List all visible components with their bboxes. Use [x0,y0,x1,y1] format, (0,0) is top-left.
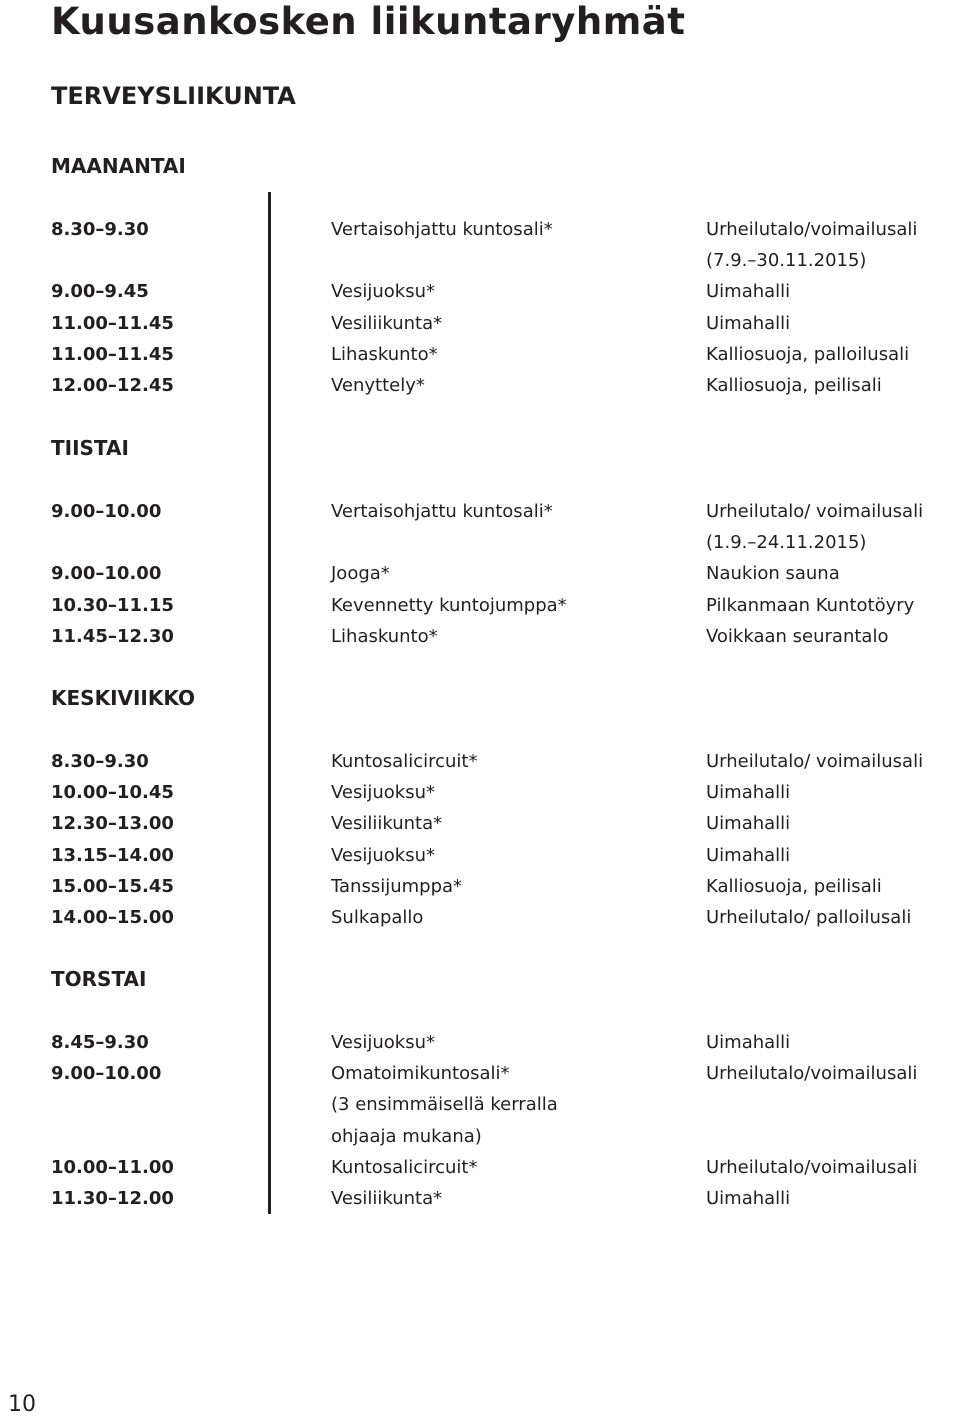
activity-cell: Venyttely* [331,375,425,396]
schedule-row [0,1121,960,1152]
time-cell: 9.00–9.45 [51,281,149,302]
time-cell: 10.00–11.00 [51,1157,174,1178]
place-cell: Uimahalli [706,845,791,866]
activity-cell: Vesiliikunta* [331,1188,443,1209]
schedule-row [0,1027,960,1058]
activity-cell: ohjaaja mukana) [331,1126,482,1147]
activity-cell: Sulkapallo [331,907,424,928]
activity-cell: (3 ensimmäisellä kerralla [331,1094,558,1115]
place-cell: Uimahalli [706,813,791,834]
place-cell: Urheilutalo/ palloilusali [706,907,912,928]
schedule-row [0,808,960,839]
schedule-row [0,902,960,933]
activity-cell: Vesijuoksu* [331,845,436,866]
schedule-row [0,590,960,621]
schedule-row [0,527,960,558]
activity-cell: Vesijuoksu* [331,1032,436,1053]
schedule-row [0,840,960,871]
place-cell: Kalliosuoja, palloilusali [706,344,910,365]
time-cell: 8.30–9.30 [51,751,149,772]
day-heading: TIISTAI [51,436,129,460]
schedule-row [0,496,960,527]
time-cell: 9.00–10.00 [51,501,162,522]
activity-cell: Lihaskunto* [331,344,438,365]
time-cell: 12.30–13.00 [51,813,174,834]
activity-cell: Jooga* [331,563,390,584]
activity-cell: Kuntosalicircuit* [331,1157,478,1178]
schedule-row [0,276,960,307]
time-cell: 11.30–12.00 [51,1188,174,1209]
time-cell: 10.30–11.15 [51,595,174,616]
activity-cell: Vesiliikunta* [331,813,443,834]
place-cell: Urheilutalo/voimailusali [706,219,918,240]
time-cell: 15.00–15.45 [51,876,174,897]
activity-cell: Vertaisohjattu kuntosali* [331,501,553,522]
schedule-row [0,214,960,245]
schedule-row [0,746,960,777]
time-cell: 8.45–9.30 [51,1032,149,1053]
schedule-row [0,245,960,276]
activity-cell: Vertaisohjattu kuntosali* [331,219,553,240]
place-cell: Uimahalli [706,782,791,803]
place-cell: Kalliosuoja, peilisali [706,375,882,396]
day-heading: MAANANTAI [51,154,186,178]
place-cell: Uimahalli [706,281,791,302]
section-title: TERVEYSLIIKUNTA [51,82,296,110]
place-cell: Pilkanmaan Kuntotöyry [706,595,915,616]
time-cell: 9.00–10.00 [51,563,162,584]
page-title: Kuusankosken liikuntaryhmät [51,0,686,43]
schedule-row [0,1058,960,1089]
activity-cell: Tanssijumppa* [331,876,463,897]
place-cell: Uimahalli [706,313,791,334]
schedule-row [0,1089,960,1120]
place-cell: Naukion sauna [706,563,840,584]
schedule-row [0,621,960,652]
schedule-row [0,1183,960,1214]
place-cell: Urheilutalo/ voimailusali [706,751,924,772]
schedule-row [0,370,960,401]
schedule-row [0,1152,960,1183]
time-cell: 11.45–12.30 [51,626,174,647]
place-cell: (1.9.–24.11.2015) [706,532,867,553]
activity-cell: Vesiliikunta* [331,313,443,334]
time-cell: 10.00–10.45 [51,782,174,803]
schedule-row [0,339,960,370]
place-cell: Voikkaan seurantalo [706,626,889,647]
time-cell: 14.00–15.00 [51,907,174,928]
place-cell: Urheilutalo/ voimailusali [706,501,924,522]
place-cell: Kalliosuoja, peilisali [706,876,882,897]
activity-cell: Vesijuoksu* [331,782,436,803]
time-cell: 11.00–11.45 [51,313,174,334]
activity-cell: Vesijuoksu* [331,281,436,302]
place-cell: (7.9.–30.11.2015) [706,250,867,271]
schedule-row [0,871,960,902]
time-cell: 8.30–9.30 [51,219,149,240]
time-cell: 11.00–11.45 [51,344,174,365]
activity-cell: Omatoimikuntosali* [331,1063,510,1084]
place-cell: Urheilutalo/voimailusali [706,1157,918,1178]
place-cell: Uimahalli [706,1188,791,1209]
day-heading: KESKIVIIKKO [51,686,195,710]
schedule-row [0,308,960,339]
time-cell: 13.15–14.00 [51,845,174,866]
schedule-row [0,777,960,808]
place-cell: Urheilutalo/voimailusali [706,1063,918,1084]
activity-cell: Kevennetty kuntojumppa* [331,595,567,616]
time-cell: 12.00–12.45 [51,375,174,396]
time-cell: 9.00–10.00 [51,1063,162,1084]
place-cell: Uimahalli [706,1032,791,1053]
schedule-row [0,558,960,589]
activity-cell: Kuntosalicircuit* [331,751,478,772]
day-heading: TORSTAI [51,967,147,991]
activity-cell: Lihaskunto* [331,626,438,647]
page-number: 10 [8,1392,36,1417]
